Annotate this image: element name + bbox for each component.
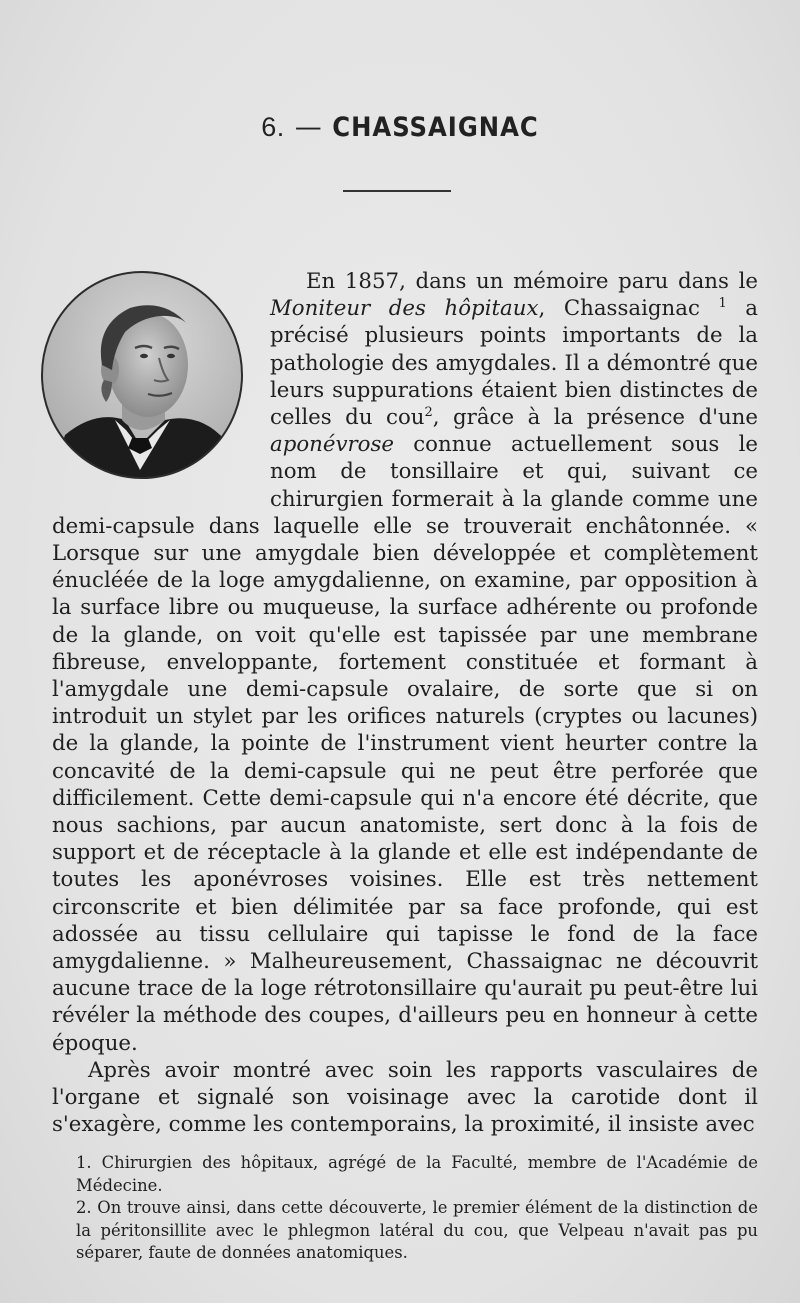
text-run: , grâce à la présence d'une [432, 405, 758, 431]
chapter-name: CHASSAIGNAC [332, 112, 539, 143]
text-run: , Chassaignac [538, 296, 719, 322]
footnote-ref-1: 1 [718, 296, 727, 312]
text-run: En 1857, dans un mémoire paru dans le [306, 269, 758, 294]
chapter-number: 6. [261, 112, 285, 142]
chapter-heading [0, 112, 800, 143]
text-run: a précisé plusieurs points importants de la pathologie des amygdales. Il a démontré que leurs suppurations étaient bien distinctes de celles du cou [270, 296, 759, 431]
body-text [52, 268, 758, 1139]
text-run: connue actuellement sous le nom de tonsillaire et qui, suivant ce chirurgien formerait à la glande comme une demi-capsule dans laquelle elle se trouverait enchâtonnée. « Lorsque sur une amygdale bien développée et complètement énucléée de la loge amygdalienne, on examine, par opposition à la surface libre ou muqueuse, la surface adhérente ou profonde de la glande, on voit qu'elle est tapissée par une membrane fibreuse, enveloppante, fortement constituée et formant à l'amygdale une demi-capsule ovalaire, de sorte que si on introduit un stylet par les orifices naturels (cryptes ou lacunes) de la glande, la pointe de l'instrument vient heurter contre la concavité de la demi-capsule qui ne peut être perforée que difficilement. Cette demi-capsule qui n'a encore été décrite, que nous sachions, par aucun anatomiste, sert donc à la fois de support et de réceptacle à la glande et elle est indépendante de toutes les aponévroses voisines. Elle est très nettement circonscrite et bien délimitée par sa face profonde, qui est adossée au tissu cellulaire qui tapisse le fond de la face amygdalienne. » Malheureusement, Chassaignac ne découvrit aucune trace de la loge rétrotonsillaire qu'aurait pu peut-être lui révéler la méthode des coupes, d'ailleurs peu en honneur à cette époque. [52, 432, 758, 1056]
footnote-1: 1. Chirurgien des hôpitaux, agrégé de la Faculté, membre de l'Académie de Médecine. [76, 1153, 758, 1195]
heading-dash: — [294, 112, 323, 143]
journal-title: Moniteur des hôpitaux [270, 296, 539, 322]
portrait-spacer [52, 268, 270, 486]
italic-term: aponévrose [270, 432, 395, 458]
paragraph-2: Après avoir montré avec soin les rapports vasculaires de l'organe et signalé son voisinage avec la carotide dont il s'exagère, comme les contemporains, la proximité, il insiste avec [52, 1057, 758, 1138]
footnote-ref-2: 2 [424, 404, 433, 420]
footnote-2: 2. On trouve ainsi, dans cette découverte, le premier élément de la distinction de la péritonsillite avec le phlegmon latéral du cou, que Velpeau n'avait pas pu séparer, faute de données anatomiques. [76, 1198, 758, 1263]
footnotes [76, 1152, 758, 1265]
heading-rule [343, 190, 451, 192]
